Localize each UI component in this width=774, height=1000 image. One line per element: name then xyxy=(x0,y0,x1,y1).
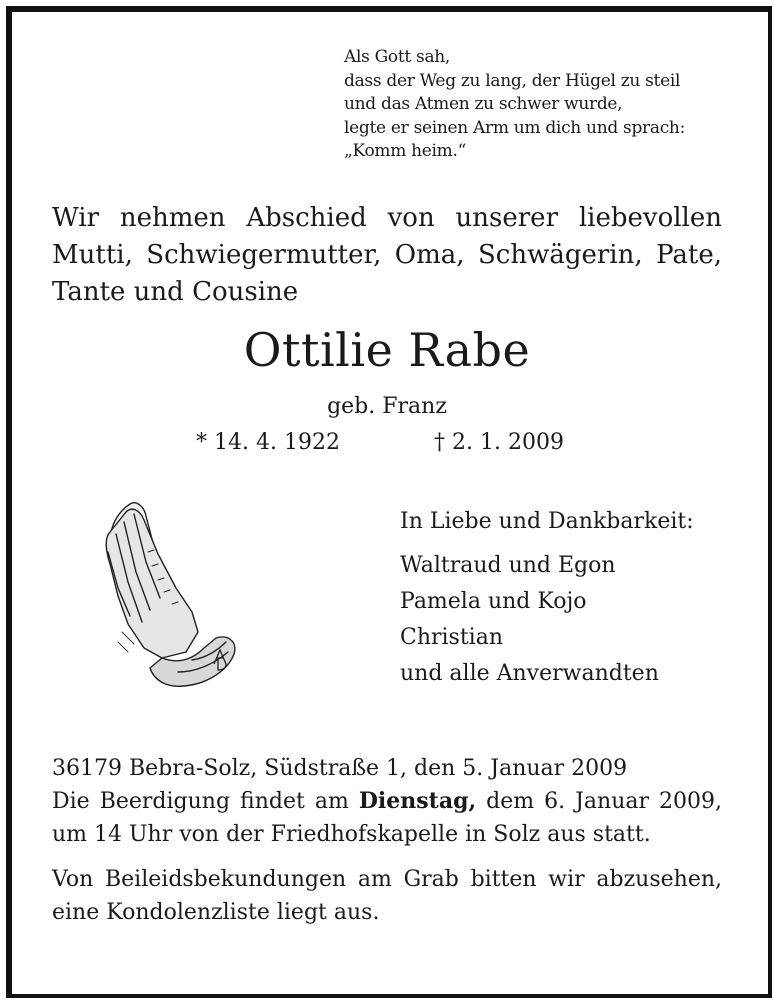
poem-line: dass der Weg zu lang, der Hügel zu steil xyxy=(344,70,681,91)
footer xyxy=(52,752,722,943)
birth-date: * 14. 4. 1922 xyxy=(196,430,340,455)
mourner-name: und alle Anverwandten xyxy=(400,661,659,686)
mourners-heading: In Liebe und Dankbarkeit: xyxy=(400,509,694,534)
funeral-prefix: Die Beerdigung findet am xyxy=(52,789,359,814)
funeral-info xyxy=(52,785,722,851)
mourner-name: Waltraud und Egon xyxy=(400,553,616,578)
deceased-name: Ottilie Rabe xyxy=(243,323,531,377)
funeral-day: Dienstag, xyxy=(358,788,477,814)
death-date: † 2. 1. 2009 xyxy=(434,430,564,455)
mourners-block xyxy=(400,504,694,692)
mourner-name: Pamela und Kojo xyxy=(400,589,587,614)
intro-text: Wir nehmen Abschied von unserer liebevollen Mutti, Schwiegermutter, Oma, Schwägerin, Pate, Tante und Cousine xyxy=(52,203,722,307)
maiden-name: geb. Franz xyxy=(327,394,447,419)
poem-line: „Komm heim.“ xyxy=(344,141,466,161)
mourner-name: Christian xyxy=(400,625,504,650)
funeral-suffix: dem 6. Januar 2009, um 14 Uhr von der Friedhofskapelle in Solz aus statt. xyxy=(52,789,722,847)
poem xyxy=(344,46,685,164)
poem-line: Als Gott sah, xyxy=(344,47,451,67)
poem-line: und das Atmen zu schwer wurde, xyxy=(344,94,623,114)
condolence-note: Von Beileidsbekundungen am Grab bitten wir abzusehen, eine Kondolenzliste liegt aus. xyxy=(52,867,722,925)
address-line: 36179 Bebra-Solz, Südstraße 1, den 5. Januar 2009 xyxy=(52,756,628,781)
praying-hands-icon xyxy=(88,492,248,692)
poem-line: legte er seinen Arm um dich und sprach: xyxy=(344,117,685,138)
